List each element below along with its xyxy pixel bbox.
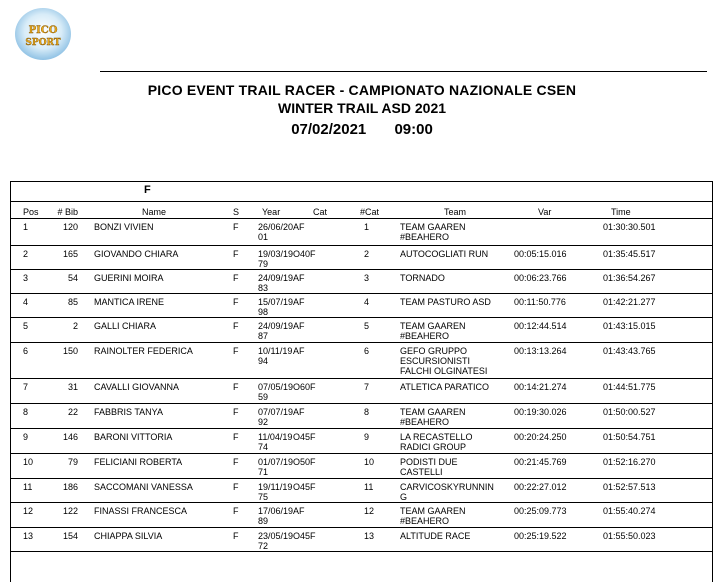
table-row xyxy=(11,219,712,246)
cell-bib: 22 xyxy=(67,407,78,417)
table-row xyxy=(11,528,712,552)
cell-cat-rank: 11 xyxy=(364,482,374,492)
cell-birthdate: 11/04/19 xyxy=(258,432,293,442)
cell-cat-rank: 8 xyxy=(364,407,370,417)
cell-birthdate-cont: 83 xyxy=(258,283,269,293)
cell-bib: 120 xyxy=(62,222,78,232)
cell-var: 00:25:19.522 xyxy=(514,531,567,541)
event-date: 07/02/2021 xyxy=(291,121,367,138)
cell-name: GIOVANDO CHIARA xyxy=(94,249,179,259)
cell-sex: F xyxy=(233,321,239,331)
cell-name: CAVALLI GIOVANNA xyxy=(94,382,180,392)
cell-cat-rank: 4 xyxy=(364,297,370,307)
cell-team: TEAM PASTURO ASD xyxy=(400,297,491,307)
cell-bib: 165 xyxy=(62,249,78,259)
cell-cat-rank: 9 xyxy=(364,432,370,442)
cell-pos: 3 xyxy=(23,273,29,283)
cell-name: GALLI CHIARA xyxy=(94,321,157,331)
cell-cat: O45F xyxy=(293,482,316,492)
cell-team: TEAM GAAREN xyxy=(400,321,466,331)
cell-name: CHIAPPA SILVIA xyxy=(94,531,163,541)
cell-name: MANTICA IRENE xyxy=(94,297,165,307)
cell-cat: O60F xyxy=(293,382,316,392)
table-row xyxy=(11,454,712,479)
col-team: Team xyxy=(443,207,466,217)
cell-bib: 54 xyxy=(67,273,78,283)
cell-cat: O45F xyxy=(293,531,316,541)
cell-pos: 2 xyxy=(23,249,29,259)
logo-text-line2: SPORT xyxy=(25,38,61,48)
cell-name: GUERINI MOIRA xyxy=(94,273,164,283)
cell-team: G xyxy=(400,492,408,502)
cell-birthdate: 07/05/19 xyxy=(258,382,294,392)
cell-bib: 146 xyxy=(62,432,78,442)
cell-sex: F xyxy=(233,506,239,516)
cell-birthdate-cont: 72 xyxy=(258,541,269,551)
cell-pos: 4 xyxy=(23,297,29,307)
cell-birthdate-cont: 89 xyxy=(258,516,269,526)
cell-birthdate-cont: 59 xyxy=(258,392,269,402)
cell-cat: AF xyxy=(293,407,305,417)
cell-birthdate: 19/03/19 xyxy=(258,249,294,259)
table-row xyxy=(11,270,712,294)
cell-pos: 8 xyxy=(23,407,29,417)
cell-cat: AF xyxy=(293,321,305,331)
table-row xyxy=(11,479,712,503)
cell-cat: AF xyxy=(293,222,305,232)
cell-birthdate-cont: 98 xyxy=(258,307,269,317)
cell-cat-rank: 2 xyxy=(364,249,370,259)
cell-cat-rank: 10 xyxy=(364,457,375,467)
cell-cat-rank: 7 xyxy=(364,382,370,392)
cell-birthdate: 17/06/19 xyxy=(258,506,294,516)
cell-time: 01:55:40.274 xyxy=(603,506,656,516)
cell-var: 00:05:15.016 xyxy=(514,249,567,259)
cell-bib: 79 xyxy=(67,457,78,467)
cell-cat-rank: 13 xyxy=(364,531,375,541)
cell-name: BONZI VIVIEN xyxy=(94,222,154,232)
cell-team: #BEAHERO xyxy=(400,417,450,427)
col-year: Year xyxy=(262,207,281,217)
cell-bib: 31 xyxy=(67,382,78,392)
cell-time: 01:52:16.270 xyxy=(603,457,656,467)
group-header xyxy=(11,182,712,202)
col-bib: # Bib xyxy=(57,207,78,217)
cell-team: LA RECASTELLO xyxy=(400,432,473,442)
cell-cat: AF xyxy=(293,506,305,516)
cell-birthdate: 26/06/20 xyxy=(258,222,294,232)
cell-time: 01:50:54.751 xyxy=(603,432,656,442)
cell-name: RAINOLTER FEDERICA xyxy=(94,346,193,356)
cell-birthdate: 24/09/19 xyxy=(258,273,294,283)
table-row xyxy=(11,379,712,404)
cell-sex: F xyxy=(233,249,239,259)
header-divider xyxy=(100,71,707,72)
cell-sex: F xyxy=(233,346,239,356)
cell-team: GEFO GRUPPO xyxy=(400,346,468,356)
cell-birthdate: 19/11/19 xyxy=(258,482,293,492)
table-row xyxy=(11,503,712,528)
cell-cat: AF xyxy=(293,297,305,307)
cell-team: TORNADO xyxy=(400,273,445,283)
cell-cat: AF xyxy=(293,273,305,283)
cell-pos: 12 xyxy=(23,506,34,516)
cell-pos: 1 xyxy=(23,222,29,232)
cell-cat-rank: 3 xyxy=(364,273,370,283)
cell-team: CARVICOSKYRUNNIN xyxy=(400,482,494,492)
cell-var: 00:19:30.026 xyxy=(514,407,567,417)
pico-sport-logo xyxy=(12,6,74,62)
cell-birthdate-cont: 79 xyxy=(258,259,269,269)
cell-sex: F xyxy=(233,222,239,232)
cell-sex: F xyxy=(233,457,239,467)
cell-var: 00:13:13.264 xyxy=(514,346,567,356)
cell-cat: O40F xyxy=(293,249,316,259)
cell-time: 01:35:45.517 xyxy=(603,249,656,259)
cell-birthdate: 10/11/19 xyxy=(258,346,293,356)
cell-team: #BEAHERO xyxy=(400,516,450,526)
cell-var: 00:14:21.274 xyxy=(514,382,567,392)
group-label: F xyxy=(144,184,151,196)
cell-bib: 85 xyxy=(67,297,78,307)
cell-time: 01:52:57.513 xyxy=(603,482,656,492)
cell-name: BARONI VITTORIA xyxy=(94,432,173,442)
cell-time: 01:50:00.527 xyxy=(603,407,656,417)
cell-pos: 6 xyxy=(23,346,29,356)
cell-bib: 154 xyxy=(62,531,78,541)
table-row xyxy=(11,246,712,270)
cell-time: 01:30:30.501 xyxy=(603,222,656,232)
col-pos: Pos xyxy=(23,207,39,217)
cell-team: PODISTI DUE xyxy=(400,457,458,467)
event-datetime xyxy=(0,121,724,138)
cell-sex: F xyxy=(233,382,239,392)
cell-birthdate: 24/09/19 xyxy=(258,321,294,331)
cell-name: FELICIANI ROBERTA xyxy=(94,457,183,467)
cell-birthdate-cont: 01 xyxy=(258,232,269,242)
cell-time: 01:43:15.015 xyxy=(603,321,656,331)
cell-pos: 10 xyxy=(23,457,34,467)
cell-pos: 5 xyxy=(23,321,29,331)
cell-team: TEAM GAAREN xyxy=(400,506,466,516)
cell-team: ATLETICA PARATICO xyxy=(400,382,490,392)
cell-birthdate: 07/07/19 xyxy=(258,407,294,417)
cell-team: CASTELLI xyxy=(400,467,443,477)
cell-time: 01:55:50.023 xyxy=(603,531,656,541)
page-title-line1: PICO EVENT TRAIL RACER - CAMPIONATO NAZIONALE CSEN xyxy=(147,82,577,98)
cell-sex: F xyxy=(233,531,239,541)
cell-birthdate: 23/05/19 xyxy=(258,531,294,541)
cell-cat-rank: 1 xyxy=(364,222,370,232)
cell-birthdate: 01/07/19 xyxy=(258,457,294,467)
table-row xyxy=(11,429,712,454)
cell-pos: 11 xyxy=(23,482,33,492)
page-title-line2: WINTER TRAIL ASD 2021 xyxy=(277,100,447,116)
cell-birthdate-cont: 92 xyxy=(258,417,269,427)
cell-birthdate-cont: 75 xyxy=(258,492,269,502)
cell-sex: F xyxy=(233,482,239,492)
col-s: S xyxy=(233,207,240,217)
cell-team: ESCURSIONISTI xyxy=(400,356,471,366)
cell-team: TEAM GAAREN xyxy=(400,222,466,232)
cell-team: RADICI GROUP xyxy=(400,442,467,452)
cell-pos: 9 xyxy=(23,432,29,442)
col-cat: Cat xyxy=(313,207,328,217)
cell-var: 00:12:44.514 xyxy=(514,321,567,331)
logo-text-line1: PICO xyxy=(28,25,58,36)
cell-sex: F xyxy=(233,297,239,307)
cell-cat: O50F xyxy=(293,457,316,467)
cell-team: #BEAHERO xyxy=(400,232,450,242)
table-row xyxy=(11,318,712,343)
cell-cat-rank: 5 xyxy=(364,321,370,331)
cell-bib: 150 xyxy=(62,346,78,356)
cell-cat-rank: 6 xyxy=(364,346,370,356)
results-table xyxy=(10,181,713,582)
cell-cat: AF xyxy=(293,346,305,356)
cell-sex: F xyxy=(233,407,239,417)
cell-pos: 7 xyxy=(23,382,29,392)
table-row xyxy=(11,294,712,318)
cell-bib: 186 xyxy=(62,482,78,492)
cell-var: 00:20:24.250 xyxy=(514,432,567,442)
cell-team: FALCHI OLGINATESI xyxy=(400,366,488,376)
cell-pos: 13 xyxy=(23,531,34,541)
cell-team: ALTITUDE RACE xyxy=(400,531,471,541)
cell-var: 00:22:27.012 xyxy=(514,482,567,492)
cell-birthdate: 15/07/19 xyxy=(258,297,294,307)
event-time: 09:00 xyxy=(394,121,433,138)
cell-birthdate-cont: 71 xyxy=(258,467,269,477)
cell-team: AUTOCOGLIATI RUN xyxy=(400,249,489,259)
cell-cat-rank: 12 xyxy=(364,506,375,516)
cell-time: 01:44:51.775 xyxy=(603,382,656,392)
cell-var: 00:21:45.769 xyxy=(514,457,567,467)
col-ncat: #Cat xyxy=(360,207,380,217)
cell-name: FABBRIS TANYA xyxy=(94,407,164,417)
cell-bib: 122 xyxy=(62,506,78,516)
cell-sex: F xyxy=(233,432,239,442)
table-row xyxy=(11,343,712,379)
cell-sex: F xyxy=(233,273,239,283)
cell-name: FINASSI FRANCESCA xyxy=(94,506,188,516)
column-header-row xyxy=(11,202,712,219)
cell-birthdate-cont: 74 xyxy=(258,442,269,452)
cell-name: SACCOMANI VANESSA xyxy=(94,482,193,492)
col-var: Var xyxy=(538,207,552,217)
cell-team: TEAM GAAREN xyxy=(400,407,466,417)
cell-var: 00:25:09.773 xyxy=(514,506,567,516)
cell-time: 01:36:54.267 xyxy=(603,273,656,283)
col-time: Time xyxy=(611,207,631,217)
cell-cat: O45F xyxy=(293,432,316,442)
cell-var: 00:06:23.766 xyxy=(514,273,567,283)
cell-time: 01:43:43.765 xyxy=(603,346,656,356)
table-row xyxy=(11,404,712,429)
cell-birthdate-cont: 94 xyxy=(258,356,269,366)
col-name: Name xyxy=(141,207,166,217)
cell-birthdate-cont: 87 xyxy=(258,331,269,341)
cell-var: 00:11:50.776 xyxy=(514,297,566,307)
cell-time: 01:42:21.277 xyxy=(603,297,656,307)
cell-team: #BEAHERO xyxy=(400,331,450,341)
cell-bib: 2 xyxy=(72,321,78,331)
